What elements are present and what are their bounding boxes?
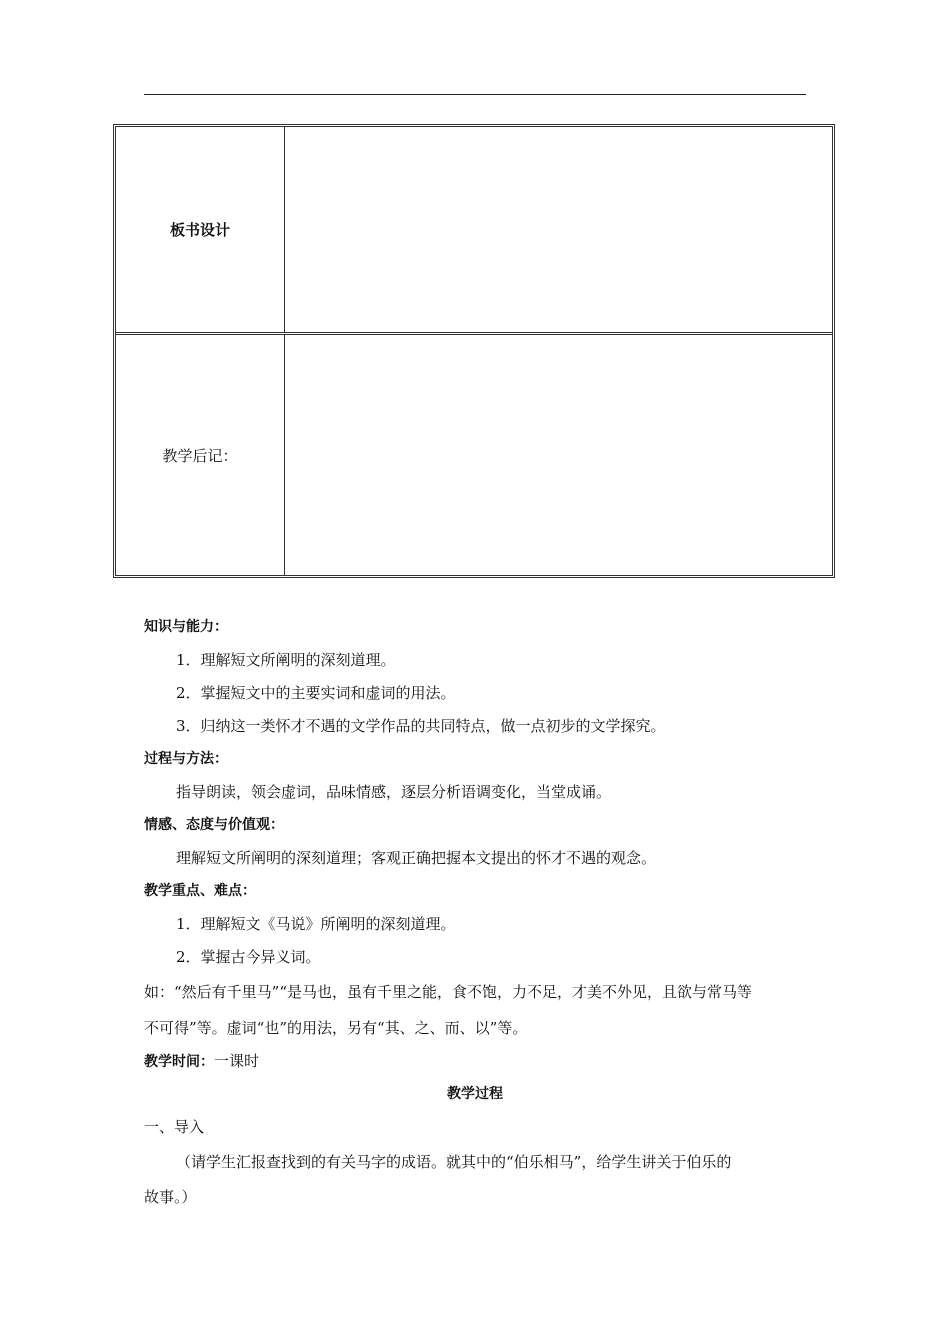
teaching-time [144, 1051, 814, 1072]
section-intro-line-1: （请学生汇报查找到的有关马字的成语。就其中的“伯乐相马”，给学生讲关于伯乐的 [176, 1153, 732, 1171]
knowledge-item-3: 3．归纳这一类怀才不遇的文学作品的共同特点，做一点初步的文学探究。 [176, 717, 666, 735]
header-rule [144, 94, 806, 95]
teaching-notes-cell [285, 335, 832, 575]
knowledge-item-2: 2．掌握短文中的主要实词和虚词的用法。 [176, 684, 456, 702]
key-points-heading: 教学重点、难点： [144, 883, 256, 899]
teaching-notes-label: 教学后记： [116, 335, 285, 575]
blackboard-design-cell [285, 127, 832, 332]
blackboard-design-row [116, 127, 832, 335]
lesson-table [113, 124, 835, 578]
emotion-heading: 情感、态度与价值观： [144, 817, 284, 833]
teaching-notes-row [116, 335, 832, 575]
example-line-1: 如：“然后有千里马”“是马也，虽有千里之能，食不饱，力不足，才美不外见，且欲与常马等 [144, 983, 753, 1001]
key-point-1: 1．理解短文《马说》所阐明的深刻道理。 [176, 915, 456, 933]
key-point-2: 2．掌握古今异义词。 [176, 948, 321, 966]
example-line-2: 不可得”等。虚词“也”的用法，另有“其、之、而、以”等。 [144, 1019, 528, 1037]
process-method-heading: 过程与方法： [144, 751, 228, 767]
process-method-text: 指导朗读，领会虚词，品味情感，逐层分析语调变化，当堂成诵。 [176, 783, 612, 801]
section-intro-line-2: 故事。） [144, 1188, 197, 1206]
teaching-time-heading: 教学时间： [144, 1054, 214, 1070]
process-title: 教学过程 [447, 1086, 503, 1102]
teaching-time-value: 一课时 [214, 1052, 260, 1070]
knowledge-item-1: 1．理解短文所阐明的深刻道理。 [176, 651, 396, 669]
knowledge-heading: 知识与能力： [144, 619, 228, 635]
section-intro-heading: 一、导入 [144, 1118, 205, 1136]
blackboard-design-label: 板书设计 [116, 127, 285, 332]
emotion-text: 理解短文所阐明的深刻道理；客观正确把握本文提出的怀才不遇的观念。 [176, 849, 657, 867]
